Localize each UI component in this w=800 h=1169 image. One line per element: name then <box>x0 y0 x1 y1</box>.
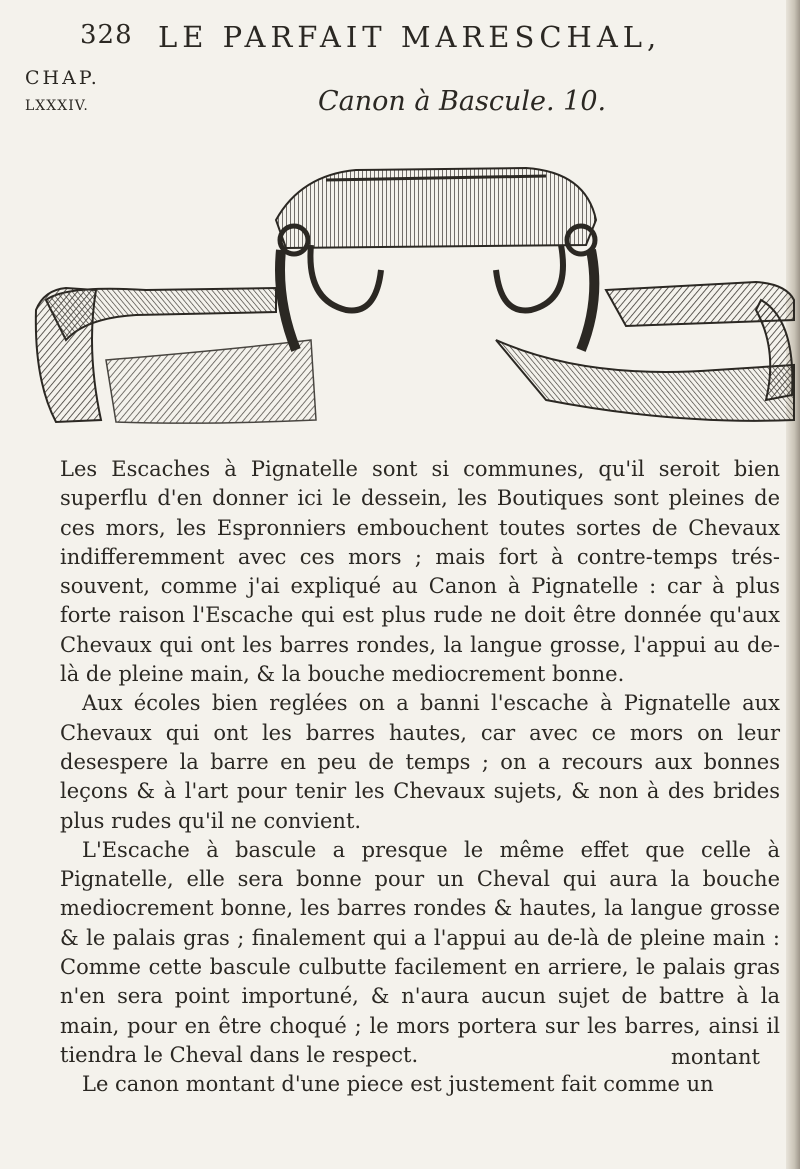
chapter-label: CHAP. <box>25 67 100 89</box>
body-text <box>60 455 780 1100</box>
left-cheek-piece <box>36 288 316 423</box>
mouthpiece-rollers <box>276 168 596 350</box>
running-head: LE PARFAIT MARESCHAL, <box>158 20 662 54</box>
chapter-margin-note <box>25 64 100 120</box>
plate-caption: Canon à Bascule. 10. <box>318 86 607 117</box>
right-cheek-piece <box>496 282 794 421</box>
bit-engraving-illustration <box>26 150 796 440</box>
chapter-number: LXXXIV. <box>25 98 89 114</box>
paragraph: Le canon montant d'une piece est justement fait comme un <box>82 1072 714 1097</box>
paragraph: Aux écoles bien reglées on a banni l'escache à Pignatelle aux Chevaux qui ont les barres hautes, car avec ce mors on leur desespere la barre en peu de temps ; on a recours aux bonnes leçons & à l'art pour tenir les Chevaux sujets, & non à des brides plus rudes qu'il ne convient. <box>60 691 780 833</box>
page-number: 328 <box>80 20 133 50</box>
paragraph: Les Escaches à Pignatelle sont si communes, qu'il seroit bien superflu d'en donner ici le dessein, les Boutiques sont pleines de ces mors, les Espronniers embouchent toutes sortes de Chevaux indifferemment avec ces mors ; mais fort à contre-temps trés-souvent, comme j'ai expliqué au Canon à Pignatelle : car à plus forte raison l'Escache qui est plus rude ne doit être donnée qu'aux Chevaux qui ont les barres rondes, la langue grosse, l'appui au de-là de pleine main, & la bouche mediocrement bonne. <box>60 457 780 687</box>
paragraph: L'Escache à bascule a presque le même effet que celle à Pignatelle, elle sera bonne pour un Cheval qui aura la bouche mediocrement bonne, les barres rondes & hautes, la langue grosse & le palais gras ; finalement qui a l'appui au de-là de pleine main : Comme cette bascule culbutte facilement en arriere, le palais gras n'en sera point importuné, & n'aura aucun sujet de battre à la main, pour en être choqué ; le mors portera sur les barres, ainsi il tiendra le Cheval dans le respect. <box>60 837 780 1067</box>
catchword: montant <box>670 1045 760 1069</box>
